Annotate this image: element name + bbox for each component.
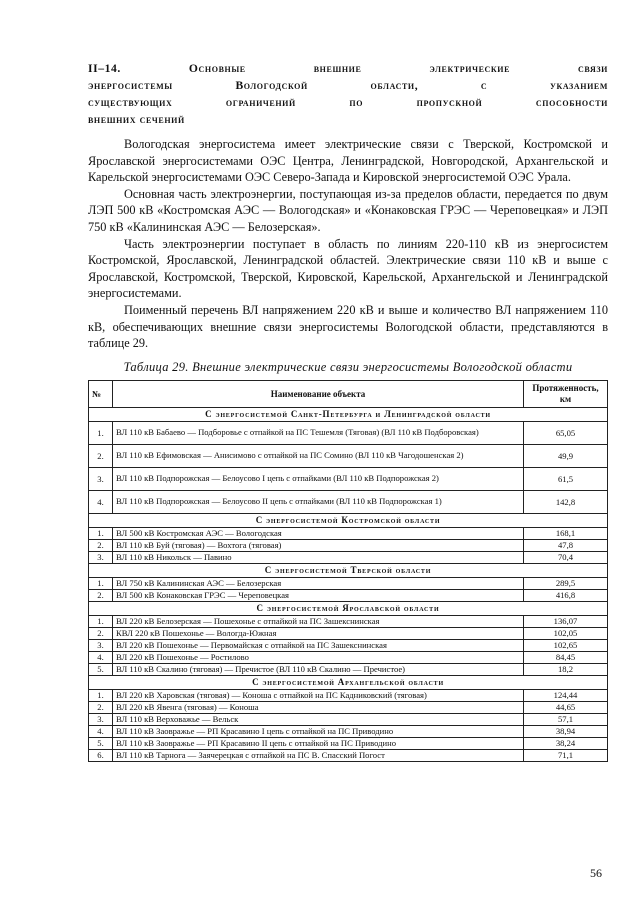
row-object: ВЛ 220 кВ Харовская (тяговая) — Коноша с отпайкой на ПС Кадниковский (тяговая) — [113, 689, 524, 701]
row-length: 102,05 — [524, 627, 608, 639]
document-page — [88, 60, 608, 762]
row-length: 84,45 — [524, 651, 608, 663]
row-length: 65,05 — [524, 421, 608, 444]
heading-line: внешних сечений — [88, 113, 185, 126]
section-row — [89, 601, 608, 615]
row-length: 57,1 — [524, 713, 608, 725]
row-number: 4. — [89, 651, 113, 663]
row-number: 1. — [89, 527, 113, 539]
section-title: С энергосистемой Тверской области — [89, 563, 608, 577]
table-row — [89, 577, 608, 589]
row-object: ВЛ 110 кВ Подпорожская — Белоусово I цепь с отпайками (ВЛ 110 кВ Подпорожская 2) — [113, 467, 524, 490]
section-title: С энергосистемой Архангельской области — [89, 675, 608, 689]
row-object: ВЛ 500 кВ Конаковская ГРЭС — Череповецкая — [113, 589, 524, 601]
row-object: ВЛ 110 кВ Буй (тяговая) — Вохтога (тяговая) — [113, 539, 524, 551]
row-length: 289,5 — [524, 577, 608, 589]
row-number: 3. — [89, 713, 113, 725]
row-object: ВЛ 110 кВ Тарнога — Заячерецкая с отпайкой на ПС В. Спасский Погост — [113, 749, 524, 761]
row-length: 416,8 — [524, 589, 608, 601]
row-length: 18,2 — [524, 663, 608, 675]
row-number: 3. — [89, 551, 113, 563]
row-object: ВЛ 110 кВ Скалино (тяговая) — Пречистое (ВЛ 110 кВ Скалино — Пречистое) — [113, 663, 524, 675]
row-number: 4. — [89, 490, 113, 513]
table-row — [89, 444, 608, 467]
header-length: Протяженность, км — [524, 380, 608, 407]
row-object: ВЛ 750 кВ Калининская АЭС — Белозерская — [113, 577, 524, 589]
row-number: 6. — [89, 749, 113, 761]
heading-line: существующих ограничений по пропускной способности — [88, 96, 608, 109]
row-length: 61,5 — [524, 467, 608, 490]
table-row — [89, 421, 608, 444]
row-number: 2. — [89, 701, 113, 713]
row-object: ВЛ 220 кВ Белозерская — Пошехонье с отпайкой на ПС Зашекснинская — [113, 615, 524, 627]
row-length: 70,4 — [524, 551, 608, 563]
row-number: 5. — [89, 663, 113, 675]
row-length: 38,94 — [524, 725, 608, 737]
row-number: 1. — [89, 615, 113, 627]
table-row — [89, 589, 608, 601]
row-length: 71,1 — [524, 749, 608, 761]
header-number: № — [89, 380, 113, 407]
row-length: 124,44 — [524, 689, 608, 701]
table-row — [89, 701, 608, 713]
section-row — [89, 407, 608, 421]
section-row — [89, 675, 608, 689]
row-number: 1. — [89, 577, 113, 589]
table-row — [89, 713, 608, 725]
row-number: 2. — [89, 589, 113, 601]
row-object: ВЛ 220 кВ Явенга (тяговая) — Коноша — [113, 701, 524, 713]
table-row — [89, 627, 608, 639]
row-number: 3. — [89, 639, 113, 651]
row-number: 2. — [89, 627, 113, 639]
row-length: 38,24 — [524, 737, 608, 749]
table-row — [89, 737, 608, 749]
row-object: ВЛ 110 кВ Никольск — Павино — [113, 551, 524, 563]
table-row — [89, 551, 608, 563]
page-number: 56 — [590, 866, 602, 880]
row-number: 2. — [89, 444, 113, 467]
row-length: 102,65 — [524, 639, 608, 651]
heading-line: энергосистемы Вологодской области, с указанием — [88, 79, 608, 92]
heading-line: II–14. Основные внешние электрические связи — [88, 62, 608, 75]
table-row — [89, 490, 608, 513]
row-length: 44,65 — [524, 701, 608, 713]
table-row — [89, 689, 608, 701]
row-length: 47,8 — [524, 539, 608, 551]
row-object: ВЛ 110 кВ Ефимовская — Анисимово с отпайкой на ПС Сомино (ВЛ 110 кВ Чагодошенская 2) — [113, 444, 524, 467]
section-title: С энергосистемой Ярославской области — [89, 601, 608, 615]
table-header-row — [89, 380, 608, 407]
row-object: КВЛ 220 кВ Пошехонье — Вологда-Южная — [113, 627, 524, 639]
table-row — [89, 749, 608, 761]
row-number: 1. — [89, 421, 113, 444]
table-row — [89, 663, 608, 675]
table-row — [89, 639, 608, 651]
row-number: 2. — [89, 539, 113, 551]
paragraph: Основная часть электроэнергии, поступающая из-за пределов области, передается по двум ЛЭП 500 кВ «Костромская АЭС — Вологодская» и «Конаковская ГРЭС — Череповецкая» и ЛЭП 750 кВ «Калининская АЭС — Белозерская». — [88, 186, 608, 234]
table-caption: Таблица 29. Внешние электрические связи энергосистемы Вологодской области — [123, 359, 573, 374]
row-object: ВЛ 220 кВ Пошехонье — Ростилово — [113, 651, 524, 663]
row-number: 4. — [89, 725, 113, 737]
section-title: С энергосистемой Санкт-Петербурга и Ленинградской области — [89, 407, 608, 421]
row-object: ВЛ 500 кВ Костромская АЭС — Вологодская — [113, 527, 524, 539]
external-links-table — [88, 380, 608, 762]
row-length: 142,8 — [524, 490, 608, 513]
paragraph: Вологодская энергосистема имеет электрические связи с Тверской, Костромской и Ярославской энергосистемами ОЭС Центра, Ленинградской, Новгородской, Архангельской и Карельской энергосистемами ОЭС Северо-Запада и Кировской энергосистемой ОЭС Урала. — [88, 137, 608, 185]
row-number: 5. — [89, 737, 113, 749]
row-length: 168,1 — [524, 527, 608, 539]
section-row — [89, 563, 608, 577]
row-object: ВЛ 110 кВ Верховажье — Вельск — [113, 713, 524, 725]
paragraph: Поименный перечень ВЛ напряжением 220 кВ и выше и количество ВЛ напряжением 110 кВ, обеспечивающих внешние связи энергосистемы Вологодской области, представляются в таблице 29. — [88, 302, 608, 351]
row-length: 136,07 — [524, 615, 608, 627]
row-length: 49,9 — [524, 444, 608, 467]
section-title: С энергосистемой Костромской области — [89, 513, 608, 527]
header-name: Наименование объекта — [113, 380, 524, 407]
row-number: 1. — [89, 689, 113, 701]
row-object: ВЛ 220 кВ Пошехонье — Первомайская с отпайкой на ПС Зашекснинская — [113, 639, 524, 651]
table-row — [89, 467, 608, 490]
table-row — [89, 539, 608, 551]
paragraph: Часть электроэнергии поступает в область по линиям 220-110 кВ из энергосистем Костромской, Ярославской, Ленинградской областей. Электрические связи 110 кВ и выше с Ярославской, Костромской, Тверской, Кировской, Карельской, Архангельской и Ленинградской энергосистемами. — [88, 236, 608, 301]
section-heading — [88, 60, 608, 128]
row-object: ВЛ 110 кВ Заовражье — РП Красавино II цепь с отпайкой на ПС Приводино — [113, 737, 524, 749]
table-row — [89, 651, 608, 663]
row-object: ВЛ 110 кВ Бабаево — Подборовье с отпайкой на ПС Тешемля (Тяговая) (ВЛ 110 кВ Подборовская) — [113, 421, 524, 444]
table-row — [89, 527, 608, 539]
table-row — [89, 725, 608, 737]
row-object: ВЛ 110 кВ Подпорожская — Белоусово II цепь с отпайками (ВЛ 110 кВ Подпорожская 1) — [113, 490, 524, 513]
row-object: ВЛ 110 кВ Заовражье — РП Красавино I цепь с отпайкой на ПС Приводино — [113, 725, 524, 737]
table-row — [89, 615, 608, 627]
row-number: 3. — [89, 467, 113, 490]
section-row — [89, 513, 608, 527]
